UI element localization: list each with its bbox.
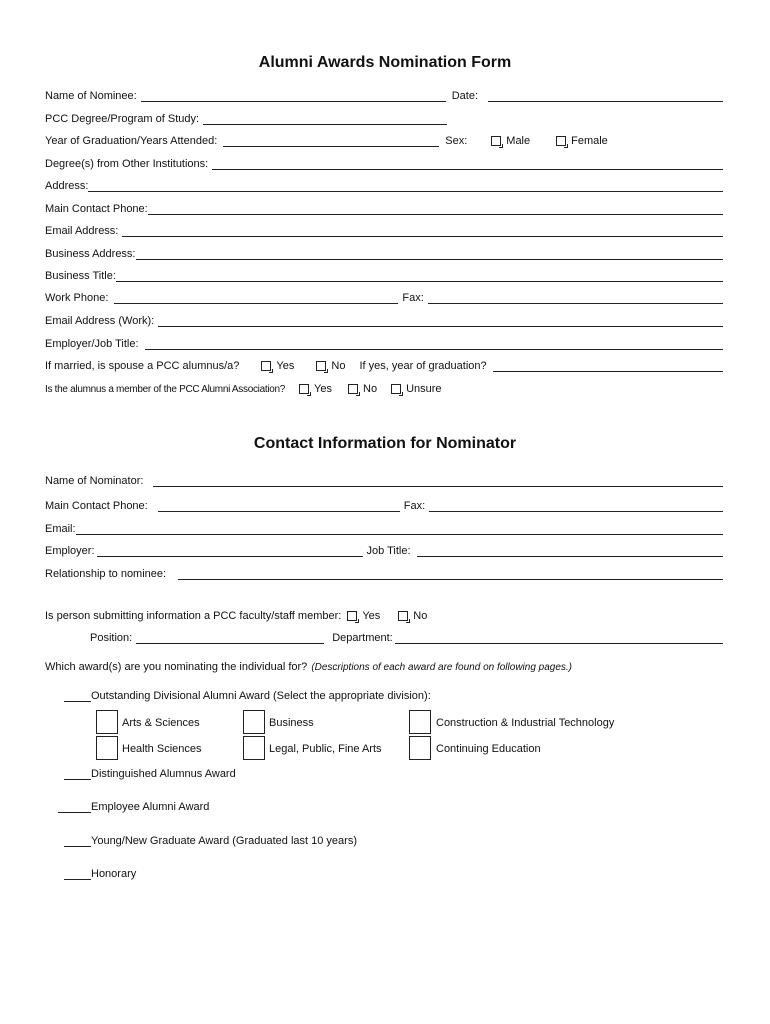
main-phone-row (45, 199, 723, 215)
employer-job-label: Employer/Job Title: (45, 338, 139, 350)
young-graduate-award-label: Young/New Graduate Award (Graduated last 10 years) (91, 835, 357, 847)
association-yes-option[interactable] (299, 383, 332, 395)
nominee-name-field[interactable] (141, 90, 446, 102)
employer-job-row (45, 334, 723, 350)
relationship-label: Relationship to nominee: (45, 568, 167, 580)
pcc-degree-field[interactable] (203, 113, 447, 125)
distinguished-award-row (64, 768, 236, 780)
nominee-name-row (45, 86, 723, 102)
which-award-note: (Descriptions of each award are found on following pages.) (311, 662, 573, 673)
honorary-award-blank[interactable] (64, 868, 91, 880)
which-award-row (45, 657, 723, 673)
division-arts-sciences-label: Arts & Sciences (122, 717, 200, 729)
which-award-label: Which award(s) are you nominating the individual for? (45, 661, 308, 673)
faculty-yes-label: Yes (362, 610, 381, 622)
outstanding-award-blank[interactable] (64, 690, 91, 702)
email-row (45, 221, 723, 237)
division-construction-label: Construction & Industrial Technology (436, 717, 615, 729)
department-label: Department: (332, 632, 393, 644)
business-address-row (45, 244, 723, 260)
division-health-sciences-label: Health Sciences (122, 743, 202, 755)
position-label: Position: (90, 632, 133, 644)
email-label: Email Address: (45, 225, 119, 237)
spouse-yes-checkbox[interactable] (261, 361, 271, 371)
division-continuing-education-checkbox[interactable] (409, 736, 431, 760)
business-title-label: Business Title: (45, 270, 116, 282)
other-degrees-label: Degree(s) from Other Institutions: (45, 158, 209, 170)
business-title-row (45, 266, 723, 282)
division-legal-public-fine-arts-checkbox[interactable] (243, 736, 265, 760)
association-row (45, 379, 723, 395)
young-graduate-award-blank[interactable] (64, 835, 91, 847)
form-title: Alumni Awards Nomination Form (258, 54, 512, 71)
date-field[interactable] (488, 90, 723, 102)
male-option[interactable] (491, 135, 530, 147)
work-phone-field[interactable] (114, 292, 398, 304)
nominator-name-field[interactable] (153, 475, 723, 487)
email-field[interactable] (122, 225, 723, 237)
young-graduate-award-row (64, 835, 357, 847)
distinguished-award-label: Distinguished Alumnus Award (91, 768, 236, 780)
association-label: Is the alumnus a member of the PCC Alumni Association? (45, 384, 286, 395)
fax-field[interactable] (428, 292, 723, 304)
association-no-label: No (363, 383, 378, 395)
faculty-yes-checkbox[interactable] (347, 611, 357, 621)
division-legal-public-fine-arts-label: Legal, Public, Fine Arts (269, 743, 382, 755)
spouse-no-label: No (331, 360, 346, 372)
female-checkbox[interactable] (556, 136, 566, 146)
association-unsure-option[interactable] (391, 383, 441, 395)
honorary-award-row (64, 868, 136, 880)
address-field[interactable] (88, 180, 723, 192)
nominator-employer-row (45, 541, 723, 557)
division-arts-sciences-checkbox[interactable] (96, 710, 118, 734)
association-unsure-label: Unsure (406, 383, 442, 395)
work-email-label: Email Address (Work): (45, 315, 155, 327)
spouse-row (45, 356, 723, 372)
male-label: Male (506, 135, 531, 147)
nominee-name-label: Name of Nominee: (45, 90, 137, 102)
spouse-no-option[interactable] (316, 360, 345, 372)
nominator-phone-row (45, 496, 723, 512)
nominator-employer-field[interactable] (97, 545, 363, 557)
division-business-checkbox[interactable] (243, 710, 265, 734)
nominator-email-row (45, 519, 723, 535)
position-row (90, 628, 723, 644)
work-phone-label: Work Phone: (45, 292, 109, 304)
outstanding-award-label: Outstanding Divisional Alumni Award (Select the appropriate division): (91, 690, 431, 702)
pcc-degree-label: PCC Degree/Program of Study: (45, 113, 200, 125)
nominator-email-label: Email: (45, 523, 76, 535)
division-continuing-education-label: Continuing Education (436, 743, 541, 755)
relationship-field[interactable] (178, 568, 723, 580)
outstanding-award-row (64, 690, 431, 702)
association-yes-label: Yes (314, 383, 332, 395)
spouse-year-field[interactable] (493, 360, 723, 372)
division-construction-checkbox[interactable] (409, 710, 431, 734)
faculty-no-option[interactable] (398, 610, 427, 622)
spouse-yes-option[interactable] (261, 360, 294, 372)
spouse-no-checkbox[interactable] (316, 361, 326, 371)
employer-job-field[interactable] (145, 338, 723, 350)
association-unsure-checkbox[interactable] (391, 384, 401, 394)
business-address-label: Business Address: (45, 248, 136, 260)
main-phone-field[interactable] (148, 203, 723, 215)
nominator-employer-label: Employer: (45, 545, 95, 557)
association-yes-checkbox[interactable] (299, 384, 309, 394)
employee-award-blank[interactable] (58, 801, 91, 813)
department-field[interactable] (395, 632, 723, 644)
nominator-fax-field[interactable] (429, 500, 723, 512)
spouse-yes-label: Yes (276, 360, 295, 372)
employee-award-row (58, 801, 209, 813)
honorary-award-label: Honorary (91, 868, 137, 880)
nominator-email-field[interactable] (76, 523, 723, 535)
division-business-label: Business (269, 717, 314, 729)
nominator-name-label: Name of Nominator: (45, 475, 144, 487)
date-label: Date: (451, 90, 479, 102)
sex-label: Sex: (445, 135, 468, 147)
work-email-row (45, 311, 723, 327)
distinguished-award-blank[interactable] (64, 768, 91, 780)
grad-year-row (45, 131, 723, 147)
faculty-yes-option[interactable] (347, 610, 380, 622)
work-phone-row (45, 288, 723, 304)
nominator-fax-label: Fax: (403, 500, 426, 512)
male-checkbox[interactable] (491, 136, 501, 146)
grad-year-label: Year of Graduation/Years Attended: (45, 135, 218, 147)
fax-label: Fax: (402, 292, 424, 304)
female-option[interactable] (556, 135, 608, 147)
work-email-field[interactable] (158, 315, 723, 327)
nominator-phone-field[interactable] (158, 500, 400, 512)
address-row (45, 176, 723, 192)
nominator-phone-label: Main Contact Phone: (45, 500, 148, 512)
other-degrees-field[interactable] (212, 158, 723, 170)
business-address-field[interactable] (136, 248, 724, 260)
spouse-year-label: If yes, year of graduation? (359, 360, 487, 372)
nominator-title: Contact Information for Nominator (253, 435, 517, 452)
other-degrees-row (45, 154, 723, 170)
nominator-job-title-field[interactable] (417, 545, 723, 557)
business-title-field[interactable] (116, 270, 723, 282)
relationship-row (45, 564, 723, 580)
grad-year-field[interactable] (223, 135, 439, 147)
position-field[interactable] (136, 632, 324, 644)
faculty-row (45, 606, 723, 622)
employee-award-label: Employee Alumni Award (91, 801, 210, 813)
faculty-label: Is person submitting information a PCC faculty/staff member: (45, 610, 342, 622)
nominator-job-title-label: Job Title: (366, 545, 411, 557)
address-label: Address: (45, 180, 89, 192)
female-label: Female (571, 135, 608, 147)
faculty-no-checkbox[interactable] (398, 611, 408, 621)
main-phone-label: Main Contact Phone: (45, 203, 148, 215)
faculty-no-label: No (413, 610, 428, 622)
nominator-name-row (45, 471, 723, 487)
association-no-checkbox[interactable] (348, 384, 358, 394)
association-no-option[interactable] (348, 383, 377, 395)
spouse-label: If married, is spouse a PCC alumnus/a? (45, 360, 240, 372)
pcc-degree-row (45, 109, 723, 125)
division-health-sciences-checkbox[interactable] (96, 736, 118, 760)
